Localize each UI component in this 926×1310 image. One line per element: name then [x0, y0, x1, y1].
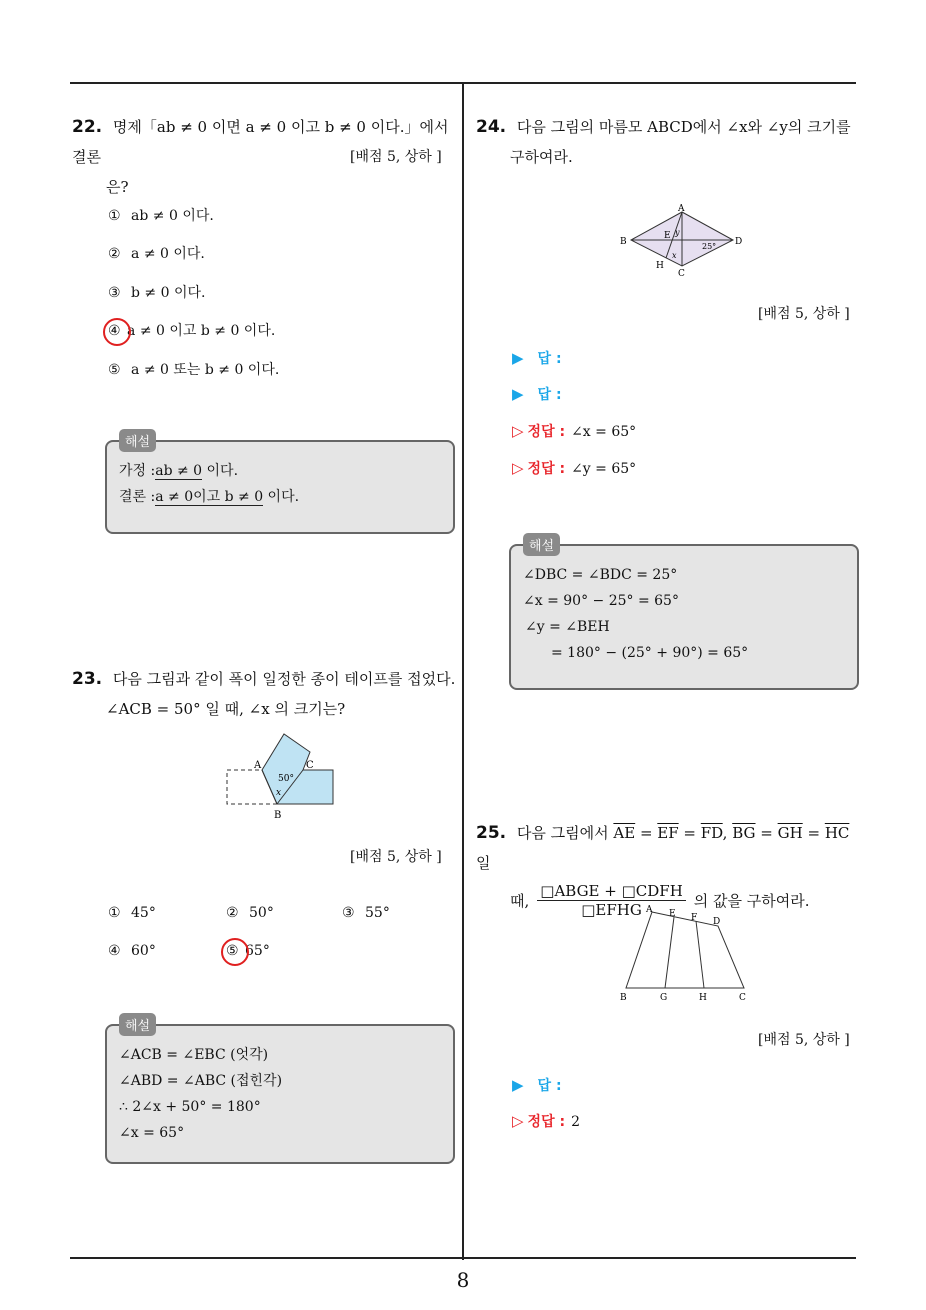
label-x: x	[276, 788, 282, 798]
choice-text: 50°	[249, 905, 274, 921]
answer-row-1: ▶ 답 :	[512, 349, 562, 367]
label-h: H	[699, 993, 707, 1003]
answer-row-1: ▶ 답 :	[512, 1076, 562, 1094]
label-f: F	[691, 913, 698, 923]
fraction: □ABGE + □CDFH □EFHG	[537, 882, 686, 919]
question-text: 은?	[106, 178, 129, 196]
rhombus-figure	[618, 204, 748, 278]
question-text: 다음 그림과 같이 폭이 일정한 종이 테이프를 접었다.	[112, 670, 456, 688]
label-b: B	[620, 993, 627, 1003]
correct-answer-1: ▷ 정답 : 2	[512, 1112, 580, 1130]
choice-4[interactable]	[108, 320, 275, 340]
choice-5[interactable]	[108, 359, 279, 379]
choice-text: ab ≠ 0 이다.	[131, 208, 214, 224]
choice-mark: ①	[108, 208, 121, 224]
correct-answer-2: ▷ 정답 : ∠y = 65°	[512, 459, 637, 477]
question-text: ∠ACB = 50° 일 때, ∠x 의 크기는?	[106, 700, 346, 718]
choice-mark: ③	[108, 285, 121, 301]
question-text: 명제「ab ≠ 0 이면 a ≠ 0 이고 b ≠ 0 이다.」에서 결론	[72, 118, 449, 166]
explanation-tag: 해설	[119, 429, 156, 452]
label-g: G	[660, 993, 668, 1003]
question-number: 22.	[72, 117, 103, 137]
choice-text: a ≠ 0 이다.	[131, 246, 205, 262]
label-b: B	[620, 237, 627, 247]
question-text: 다음 그림의 마름모 ABCD에서 ∠x와 ∠y의 크기를	[516, 118, 851, 136]
choice-3[interactable]	[108, 282, 205, 302]
outline-triangle-icon: ▷	[512, 459, 524, 477]
choice-mark: ②	[226, 905, 239, 921]
choice-text: a ≠ 0 또는 b ≠ 0 이다.	[131, 362, 280, 378]
choice-text: a ≠ 0 이고 b ≠ 0 이다.	[127, 323, 276, 339]
choice-5[interactable]	[226, 943, 270, 959]
explanation-line: ∠ACB = ∠EBC (엇각)	[119, 1047, 269, 1063]
explanation-box	[105, 1019, 455, 1164]
choice-mark: ④	[108, 943, 121, 959]
label-e: E	[664, 231, 671, 241]
explanation-line: ∠x = 65°	[119, 1125, 185, 1141]
choice-text: 55°	[365, 905, 390, 921]
explanation-line: ∠DBC = ∠BDC = 25°	[523, 567, 678, 583]
explanation-line: ∠y = ∠BEH	[525, 619, 610, 635]
question-text: 구하여라.	[510, 148, 573, 166]
explanation-line: ∠ABD = ∠ABC (접힌각)	[119, 1073, 283, 1089]
score-label: [배점 5, 상하 ]	[758, 1032, 850, 1048]
choice-text: b ≠ 0 이다.	[131, 285, 206, 301]
choice-text: 45°	[131, 905, 156, 921]
label-y: y	[675, 228, 680, 237]
choice-text: 65°	[245, 943, 270, 959]
score-label: [배점 5, 상하 ]	[350, 149, 442, 165]
red-circle-icon	[103, 318, 131, 346]
label-c: C	[678, 269, 685, 278]
question-23	[72, 664, 456, 724]
explanation-box	[105, 435, 455, 534]
question-number: 25.	[476, 823, 507, 843]
choice-3[interactable]	[342, 905, 390, 921]
label-angle: 50°	[278, 774, 294, 784]
choice-mark: ②	[108, 246, 121, 262]
folded-tape-figure	[220, 732, 340, 822]
label-a: A	[678, 204, 685, 214]
label-h: H	[656, 261, 664, 271]
label-d: D	[713, 917, 721, 927]
label-a: A	[254, 760, 262, 771]
choice-4[interactable]	[108, 943, 156, 959]
column-divider	[462, 84, 464, 1260]
question-number: 23.	[72, 669, 103, 689]
explanation-line: 가정 :ab ≠ 0 이다.	[119, 463, 239, 479]
explanation-tag: 해설	[523, 533, 560, 556]
choice-mark: ③	[342, 905, 355, 921]
play-triangle-icon: ▶	[512, 349, 524, 367]
score-label: [배점 5, 상하 ]	[758, 306, 850, 322]
choice-mark: ⑤	[108, 362, 121, 378]
selected-choice-mark: ⑤	[226, 943, 239, 959]
explanation-line: ∴ 2∠x + 50° = 180°	[119, 1099, 261, 1115]
choice-2[interactable]	[108, 243, 205, 263]
choice-text: 60°	[131, 943, 156, 959]
answer-row-2: ▶ 답 :	[512, 385, 562, 403]
outline-triangle-icon: ▷	[512, 1112, 524, 1130]
explanation-line: ∠x = 90° − 25° = 65°	[523, 593, 679, 609]
trapezoid-figure	[612, 904, 760, 1004]
label-x: x	[672, 251, 677, 260]
choice-mark: ①	[108, 905, 121, 921]
explanation-tag: 해설	[119, 1013, 156, 1036]
label-b: B	[274, 810, 282, 821]
question-24	[476, 112, 860, 172]
explanation-line: = 180° − (25° + 90°) = 65°	[551, 645, 749, 661]
red-circle-icon	[221, 938, 249, 966]
correct-answer-1: ▷ 정답 : ∠x = 65°	[512, 422, 637, 440]
label-c: C	[739, 993, 746, 1003]
score-label: [배점 5, 상하 ]	[350, 849, 442, 865]
outline-triangle-icon: ▷	[512, 422, 524, 440]
selected-choice-mark: ④	[108, 323, 121, 339]
play-triangle-icon: ▶	[512, 1076, 524, 1094]
question-text: 때, □ABGE + □CDFH □EFHG 의 값을 구하여라.	[510, 882, 810, 919]
page-number: 8	[456, 1268, 470, 1292]
label-c: C	[306, 760, 314, 771]
choice-1[interactable]	[108, 905, 156, 921]
question-number: 24.	[476, 117, 507, 137]
bottom-rule	[70, 1257, 856, 1259]
label-a: A	[646, 905, 653, 915]
explanation-line: 결론 :a ≠ 0이고 b ≠ 0 이다.	[119, 489, 300, 505]
label-angle: 25°	[702, 242, 717, 251]
choice-1[interactable]	[108, 205, 214, 225]
question-text: 다음 그림에서 $\overline{AE} = \overline{EF} = \overline{FD}$, $\overline{BG} = \overline{GH} = \overline{HC}$ 일	[476, 824, 850, 872]
choice-2[interactable]	[226, 905, 274, 921]
explanation-box	[509, 539, 859, 690]
label-e: E	[669, 909, 676, 919]
play-triangle-icon: ▶	[512, 385, 524, 403]
label-d: D	[735, 237, 743, 247]
